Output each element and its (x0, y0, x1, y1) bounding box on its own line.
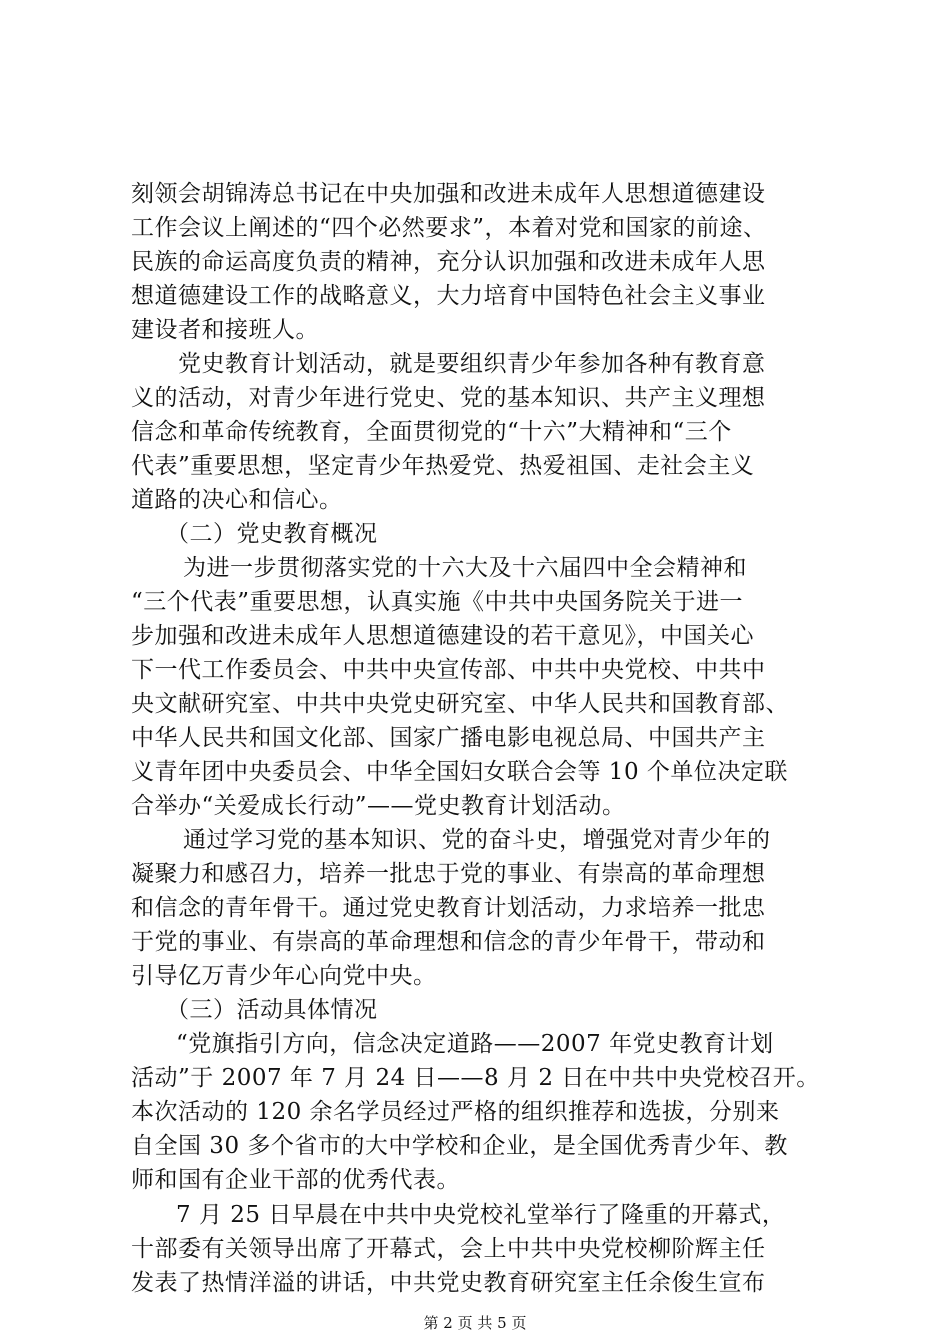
text-line: 想道德建设工作的战略意义，大力培育中国特色社会主义事业 (131, 283, 766, 309)
text-line: 建设者和接班人。 (131, 317, 319, 343)
text-line: 引导亿万青少年心向党中央。 (131, 963, 437, 989)
text-line: 和信念的青年骨干。通过党史教育计划活动，力求培养一批忠 (131, 895, 766, 921)
text-line: “党旗指引方向，信念决定道路——2007 年党史教育计划 (176, 1031, 774, 1057)
text-line: 合举办“关爱成长行动”——党史教育计划活动。 (131, 793, 626, 819)
text-line: 自全国 30 多个省市的大中学校和企业，是全国优秀青少年、教 (131, 1133, 788, 1159)
text-line: 中华人民共和国文化部、国家广播电影电视总局、中国共产主 (131, 725, 766, 751)
text-line: 央文献研究室、中共中央党史研究室、中华人民共和国教育部、 (131, 691, 789, 717)
text-line: 通过学习党的基本知识、党的奋斗史，增强党对青少年的 (183, 827, 771, 853)
text-line: 于党的事业、有崇高的革命理想和信念的青少年骨干，带动和 (131, 929, 766, 955)
section-heading: （三）活动具体情况 (166, 997, 378, 1023)
text-line: 义青年团中央委员会、中华全国妇女联合会等 10 个单位决定联 (131, 759, 788, 785)
text-line: 道路的决心和信心。 (131, 487, 343, 513)
text-line: 发表了热情洋溢的讲话，中共党史教育研究室主任余俊生宣布 (131, 1270, 766, 1296)
text-line: 活动”于 2007 年 7 月 24 日——8 月 2 日在中共中央党校召开。 (131, 1065, 820, 1091)
text-line: 为进一步贯彻落实党的十六大及十六届四中全会精神和 (183, 555, 747, 581)
text-line: 凝聚力和感召力，培养一批忠于党的事业、有崇高的革命理想 (131, 861, 766, 887)
text-line: 本次活动的 120 余名学员经过严格的组织推荐和选拔，分别来 (131, 1099, 780, 1125)
text-line: 义的活动，对青少年进行党史、党的基本知识、共产主义理想 (131, 385, 766, 411)
text-line: 7 月 25 日早晨在中共中央党校礼堂举行了隆重的开幕式， (176, 1202, 786, 1228)
text-line: 信念和革命传统教育，全面贯彻党的“十六”大精神和“三个 (131, 419, 732, 445)
section-heading: （二）党史教育概况 (166, 521, 378, 547)
text-line: “三个代表”重要思想，认真实施《中共中央国务院关于进一 (131, 589, 744, 615)
text-line: 下一代工作委员会、中共中央宣传部、中共中央党校、中共中 (131, 657, 766, 683)
text-line: 代表”重要思想，坚定青少年热爱党、热爱祖国、走社会主义 (131, 453, 755, 479)
text-line: 党史教育计划活动，就是要组织青少年参加各种有教育意 (178, 351, 766, 377)
text-line: 民族的命运高度负责的精神，充分认识加强和改进未成年人思 (131, 249, 766, 275)
text-line: 刻领会胡锦涛总书记在中央加强和改进未成年人思想道德建设 (131, 181, 766, 207)
text-line: 工作会议上阐述的“四个必然要求”，本着对党和国家的前途、 (131, 215, 767, 241)
page-number: 第 2 页 共 5 页 (423, 1314, 527, 1332)
text-line: 步加强和改进未成年人思想道德建设的若干意见》，中国关心 (131, 623, 754, 649)
text-line: 十部委有关领导出席了开幕式，会上中共中央党校柳阶辉主任 (131, 1236, 766, 1262)
text-line: 师和国有企业干部的优秀代表。 (131, 1167, 460, 1193)
